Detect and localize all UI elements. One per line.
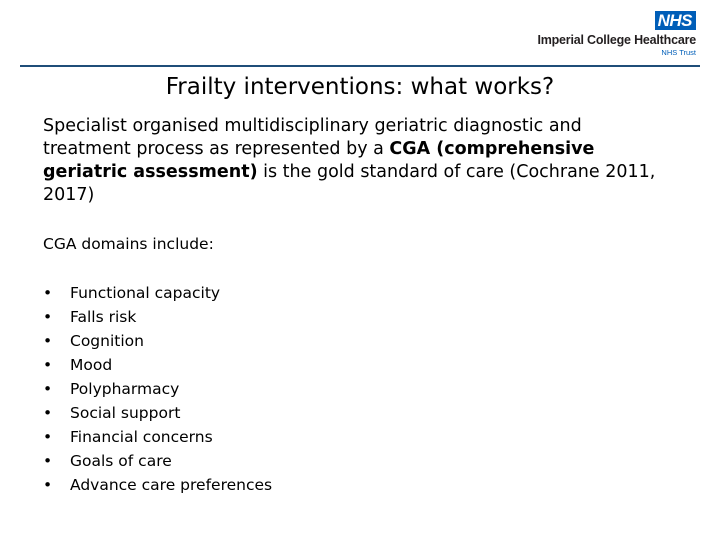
list-item [43,353,272,377]
domains-label: CGA domains include: [43,235,214,253]
list-item-label: Goals of care [70,452,172,470]
list-item-label: Social support [70,404,181,422]
list-item [43,377,272,401]
bullet-icon: • [43,356,53,374]
bullet-icon: • [43,284,53,302]
intro-text-bold: CGA (comprehensive geriatric assessment) [43,139,595,182]
org-subtitle: NHS Trust [661,48,696,57]
bullet-icon: • [43,476,53,494]
nhs-logo-badge: NHS [655,11,696,30]
list-item [43,305,272,329]
intro-paragraph [43,115,663,207]
bullet-icon: • [43,380,53,398]
intro-text-part1: Specialist organised multidisciplinary geriatric diagnostic and treatment process as represented by a [43,116,582,159]
list-item [43,425,272,449]
bullet-icon: • [43,332,53,350]
bullet-icon: • [43,428,53,446]
list-item-label: Falls risk [70,308,137,326]
intro-text-part2: is the gold standard of care (Cochrane 2011, 2017) [43,162,656,205]
list-item-label: Functional capacity [70,284,221,302]
list-item-label: Mood [70,356,113,374]
bullet-icon: • [43,452,53,470]
bullet-icon: • [43,308,53,326]
list-item [43,281,272,305]
domains-list [43,281,272,497]
list-item-label: Cognition [70,332,144,350]
list-item-label: Polypharmacy [70,380,180,398]
list-item-label: Advance care preferences [70,476,273,494]
list-item [43,473,272,497]
org-name: Imperial College Healthcare [537,33,696,47]
list-item-label: Financial concerns [70,428,213,446]
header-divider [20,65,700,67]
bullet-icon: • [43,404,53,422]
nhs-trust-logo [537,11,696,58]
list-item [43,449,272,473]
list-item [43,329,272,353]
slide-title: Frailty interventions: what works? [165,74,555,100]
list-item [43,401,272,425]
